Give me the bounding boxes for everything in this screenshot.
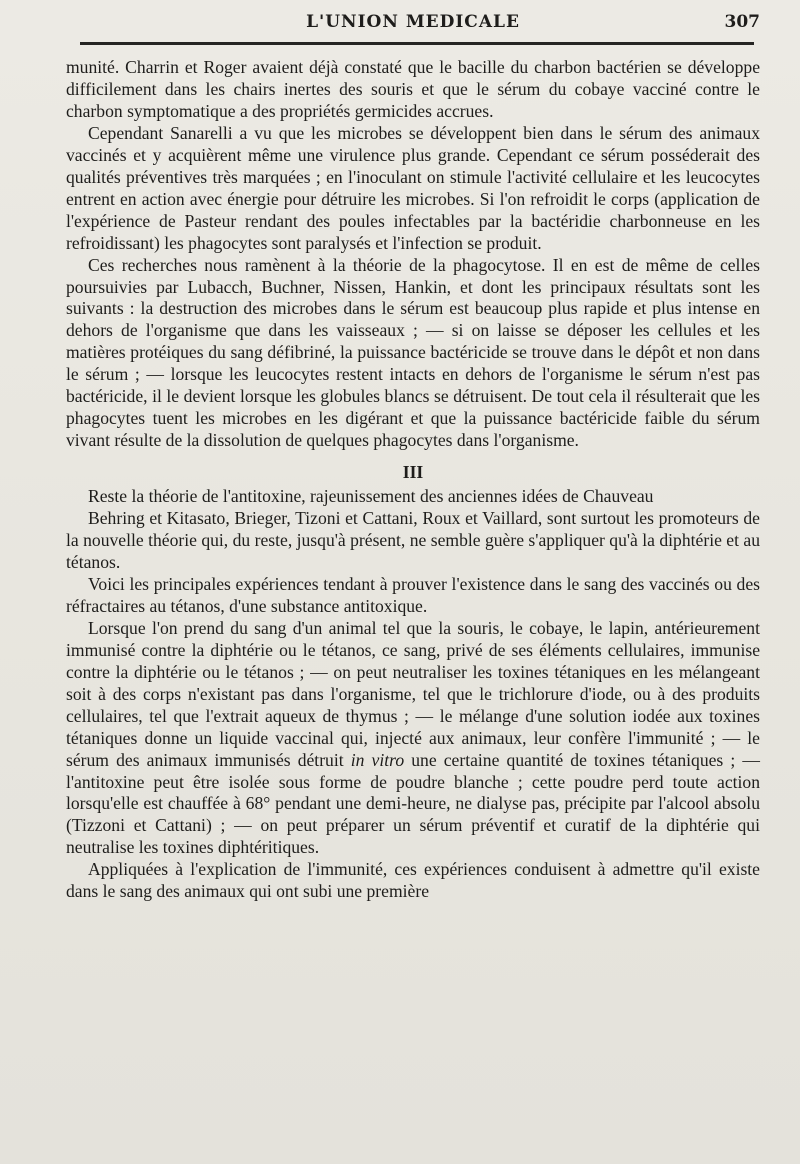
paragraph-2: Cependant Sanarelli a vu que les microbes se développent bien dans le sérum des animaux vaccinés et y acquièrent même une virulence plus grande. Cependant ce sérum posséderait des qualités préventives très marquées ; en l'inoculant on stimule l'activité cellulaire et les leucocytes entrent en action avec énergie pour détruire les microbes. Si l'on refroidit le corps (application de l'expérience de Pasteur rendant des poules infectables par la bactéridie charbonneuse en les refroidissant) les phagocytes sont paralysés et l'infection se produit. [66, 122, 760, 253]
running-title: L'UNION MEDICALE [306, 12, 520, 32]
paragraph-7-part-b: une certaine quantité de toxines tétaniques ; — l'antitoxine peut être isolée sous forme de poudre blanche ; cette poudre perd toute action lorsqu'elle est chauffée à 68° pendant une demi-heure, ne dialyse pas, précipite par l'alcool absolu (Tizzoni et Cattani) ; — on peut préparer un sérum préventif et curatif de la diphtérie qui neutralise les toxines diphtéritiques. [66, 749, 760, 858]
article-body [66, 57, 760, 903]
paragraph-7 [66, 618, 760, 859]
page-header [66, 8, 760, 38]
section-heading: III [402, 462, 424, 483]
paragraph-7-part-a: Lorsque l'on prend du sang d'un animal tel que la souris, le cobaye, le lapin, antérieurement immunisé contre la diphtérie ou le tétanos, ce sang, privé de ses éléments cellulaires, immunise contre la diphtérie ou le tétanos ; — on peut neutraliser les toxines tétaniques en les mélangeant soit à des corps n'existant pas dans l'organisme, tel que le trichlorure d'iode, ou à des produits cellulaires, tel que l'extrait aqueux de thymus ; — le mélange d'une solution iodée aux toxines tétaniques donne un liquide vaccinal qui, injecté aux animaux, leur confère l'immunité ; — le sérum des animaux immunisés détruit [66, 617, 760, 770]
paragraph-8: Appliquées à l'explication de l'immunité, ces expériences conduisent à admettre qu'il existe dans le sang des animaux qui ont subi une première [66, 859, 760, 902]
paragraph-5: Behring et Kitasato, Brieger, Tizoni et Cattani, Roux et Vaillard, sont surtout les promoteurs de la nouvelle théorie qui, du reste, jusqu'à présent, ne semble guère s'appliquer qu'à la diphtérie et au tétanos. [66, 508, 760, 572]
paragraph-4: Reste la théorie de l'antitoxine, rajeunissement des anciennes idées de Chauveau [88, 486, 654, 507]
paragraph-3: Ces recherches nous ramènent à la théorie de la phagocytose. Il en est de même de celles poursuivies par Lubacch, Buchner, Nissen, Hankin, et dont les principaux résultats sont les suivants : la destruction des microbes dans le sérum est beaucoup plus rapide et plus intense en dehors de l'organisme que dans les vaisseaux ; — si on laisse se déposer les cellules et les matières protéiques du sang défibriné, la puissance bactéricide se trouve dans le dépôt et non dans le sérum ; — lorsque les leucocytes restent intacts en dehors de l'organisme le sérum n'est pas bactéricide, il le devient lorsque les globules blancs se détruisent. De tout cela il résulterait que les phagocytes tuent les microbes en les digérant et que la puissance bactéricide faible du sérum vivant résulte de la dissolution de quelques phagocytes dans l'organisme. [66, 254, 760, 451]
page-number: 307 [724, 12, 760, 32]
paragraph-7-italic: in vitro [350, 749, 405, 770]
paragraph-6: Voici les principales expériences tendant à prouver l'existence dans le sang des vaccinés ou des réfractaires au tétanos, d'une substance antitoxique. [66, 573, 760, 616]
header-rule [80, 42, 754, 45]
paragraph-1: munité. Charrin et Roger avaient déjà constaté que le bacille du charbon bactérien se développe difficilement dans les chairs inertes des souris et que le sérum du cobaye vacciné contre le charbon symptomatique a des propriétés germicides accrues. [66, 57, 760, 121]
